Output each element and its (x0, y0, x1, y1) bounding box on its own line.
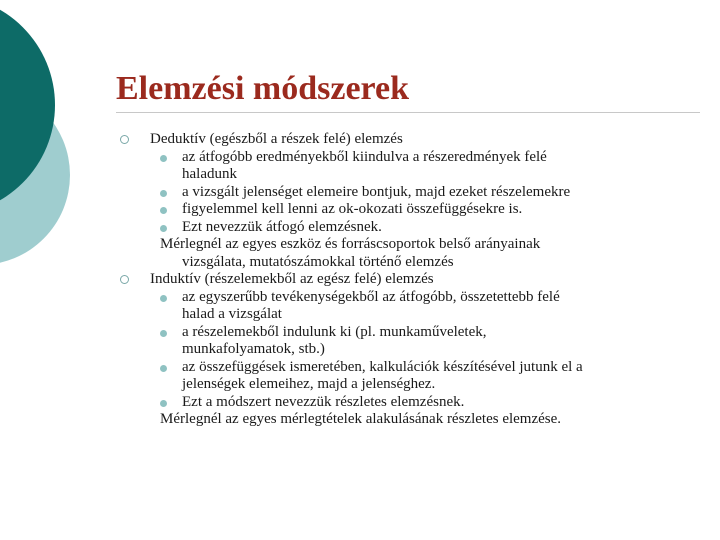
filled-circle-bullet-icon (160, 295, 167, 302)
filled-circle-bullet-icon (160, 225, 167, 232)
sub-bullet-continuation: haladunk (182, 166, 237, 182)
title-divider (116, 112, 700, 113)
filled-circle-bullet-icon (160, 207, 167, 214)
filled-circle-bullet-icon (160, 400, 167, 407)
sub-bullet-item: Ezt nevezzük átfogó elemzésnek. (120, 219, 660, 237)
sub-bullet-item: az összefüggések ismeretében, kalkulációk készítésével jutunk el a (120, 359, 660, 377)
sub-bullet-item: az egyszerűbb tevékenységekből az átfogóbb, összetettebb felé (120, 289, 660, 307)
sub-bullet-item: a részelemekből indulunk ki (pl. munkaműveletek, (120, 324, 660, 342)
bullet-item-inductive: Induktív (részelemekből az egész felé) elemzés (120, 271, 660, 289)
sub-bullet-continuation: munkafolyamatok, stb.) (182, 341, 325, 357)
bullet-item-deductive: Deduktív (egészből a részek felé) elemzés (120, 131, 660, 149)
slide-content (120, 131, 660, 429)
filled-circle-bullet-icon (160, 190, 167, 197)
balance-note: Mérlegnél az egyes mérlegtételek alakulásának részletes elemzése. (160, 411, 562, 427)
decorative-circles (0, 0, 120, 300)
sub-bullet-item: Ezt a módszert nevezzük részletes elemzésnek. (120, 394, 660, 412)
sub-bullet-item: az átfogóbb eredményekből kiindulva a részeredmények felé (120, 149, 660, 167)
filled-circle-bullet-icon (160, 155, 167, 162)
hollow-circle-bullet-icon (120, 135, 129, 144)
sub-bullet-item: a vizsgált jelenséget elemeire bontjuk, majd ezeket részelemekre (120, 184, 660, 202)
balance-note-continuation: vizsgálata, mutatószámokkal történő elemzés (182, 253, 454, 270)
hollow-circle-bullet-icon (120, 275, 129, 284)
slide-title: Elemzési módszerek (116, 70, 410, 107)
sub-bullet-continuation: halad a vizsgálat (182, 306, 282, 322)
balance-note: Mérlegnél az egyes eszköz és forráscsoportok belső arányainak (160, 236, 541, 252)
filled-circle-bullet-icon (160, 365, 167, 372)
filled-circle-bullet-icon (160, 330, 167, 337)
sub-bullet-continuation: jelenségek elemeihez, majd a jelenséghez. (182, 376, 436, 392)
sub-bullet-item: figyelemmel kell lenni az ok-okozati összefüggésekre is. (120, 201, 660, 219)
